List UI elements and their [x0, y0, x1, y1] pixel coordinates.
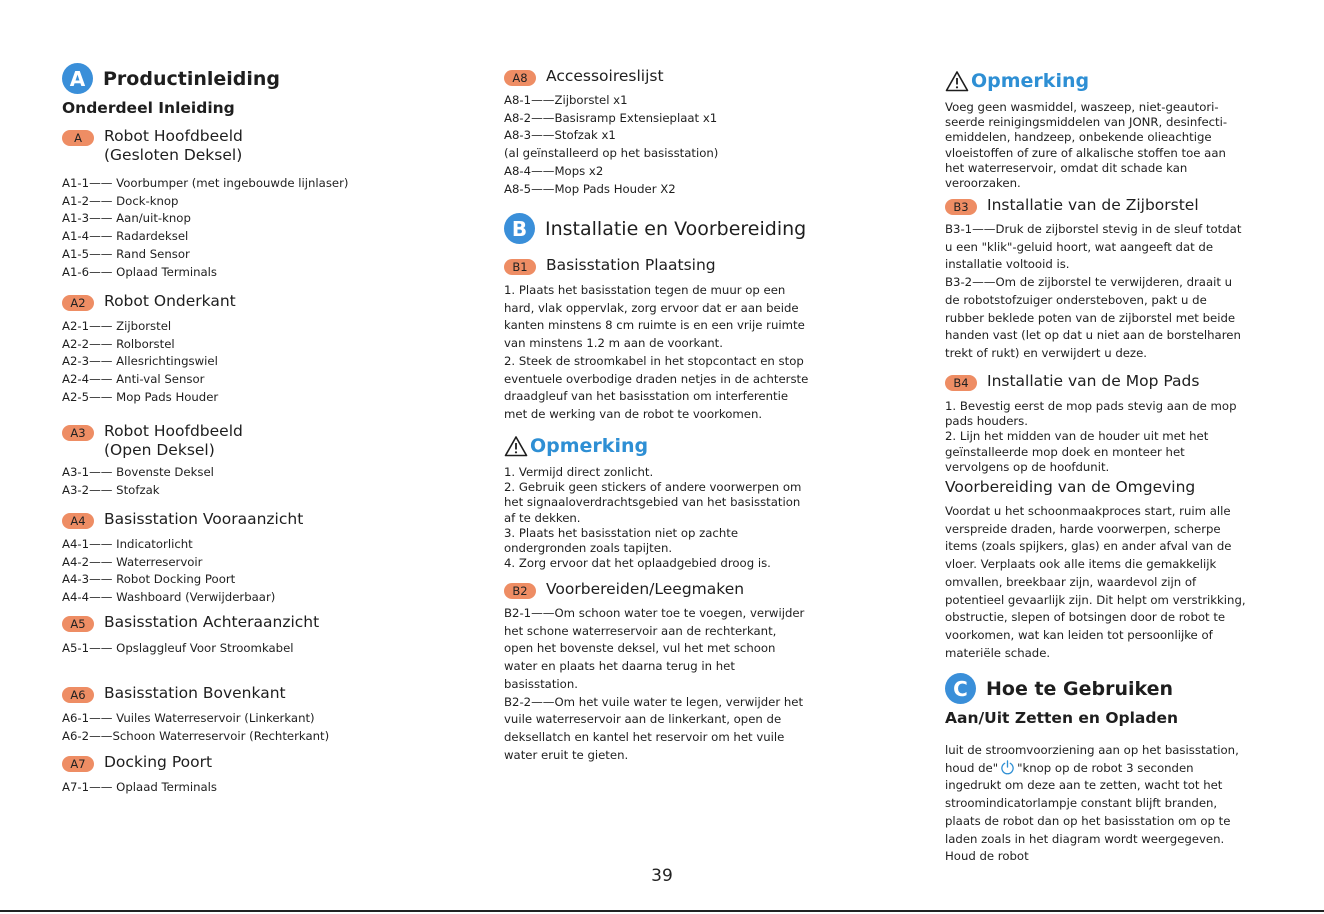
block-title: Accessoireslijst — [546, 67, 664, 85]
text-line: het waterreservoir, omdat dit schade kan — [945, 160, 1188, 175]
list-item: A2-5—— Mop Pads Houder — [62, 389, 219, 404]
text-line: voorkomen, wat kan leiden tot persoonlijke of — [945, 627, 1213, 642]
section-title: Hoe te Gebruiken — [986, 677, 1174, 700]
block-a4-header — [62, 510, 303, 529]
block-a6-header — [62, 684, 286, 703]
text-line: materiële schade. — [945, 645, 1051, 660]
section-letter-b: B — [504, 213, 535, 244]
text-line: 1. Vermijd direct zonlicht. — [504, 465, 654, 479]
warning-icon — [945, 70, 969, 92]
warning-icon — [504, 435, 528, 457]
section-title: Installatie en Voorbereiding — [545, 217, 807, 240]
block-title: Robot Onderkant — [104, 292, 236, 310]
list-item: A4-1—— Indicatorlicht — [62, 537, 193, 551]
text-line: B3-1——Druk de zijborstel stevig in de sleuf totdat — [945, 222, 1242, 236]
block-a-header — [62, 127, 243, 165]
text-line: seerde reinigingsmiddelen van JONR, desinfecti- — [945, 115, 1228, 130]
block-b4-header — [945, 372, 1199, 391]
section-letter-c: C — [945, 673, 976, 704]
block-title: Basisstation Achteraanzicht — [104, 613, 320, 631]
text-line: verspreide draden, harde voorwerpen, scherpe — [945, 521, 1221, 536]
badge: A3 — [62, 425, 94, 441]
list-item: A8-3——Stofzak x1 — [504, 128, 616, 143]
list-item: A4-3—— Robot Docking Poort — [62, 572, 236, 587]
badge: A4 — [62, 513, 94, 529]
list-item: A1-2—— Dock-knop — [62, 193, 179, 208]
section-c-header — [945, 673, 1173, 704]
text-line: 3. Plaats het basisstation niet op zachte — [504, 525, 739, 540]
list-item: A8-4——Mops x2 — [504, 163, 604, 178]
block-title: Installatie van de Zijborstel — [987, 196, 1199, 214]
b1-text — [504, 282, 808, 424]
b3-text — [945, 221, 1241, 363]
list-item: A6-1—— Vuiles Waterreservoir (Linkerkant) — [62, 711, 315, 725]
text-line: de robotstofzuiger ondersteboven, pakt u de — [945, 292, 1207, 307]
text-line: van minstens 1.2 m aan de voorkant. — [504, 336, 723, 351]
subheading: Aan/Uit Zetten en Opladen — [945, 709, 1178, 727]
text-line: deksellatch en kantel het reservoir om het vuile — [504, 729, 785, 744]
text-line: potentieel gevaarlijk zijn. Dit helpt om verstrikking, — [945, 592, 1246, 607]
power-icon — [1000, 760, 1015, 775]
environment-heading: Voorbereiding van de Omgeving — [945, 478, 1196, 496]
badge: A5 — [62, 616, 94, 632]
text-line: vloeistoffen of zure of alkalische stoffen toe aan — [945, 145, 1226, 160]
block-a8-header — [504, 67, 664, 86]
list-item: A2-1—— Zijborstel — [62, 319, 172, 333]
text-line: items (zoals spijkers, glas) en ander afval van de — [945, 539, 1232, 554]
list-item: A8-5——Mop Pads Houder X2 — [504, 181, 676, 196]
note-text — [945, 100, 1227, 191]
list-item: A1-4—— Radardeksel — [62, 229, 189, 244]
list-item: A1-3—— Aan/uit-knop — [62, 211, 191, 226]
text-line: rubber beklede poten van de zijborstel met beide — [945, 310, 1236, 325]
text-line: het signaaloverdrachtsgebied van het basisstation — [504, 495, 801, 510]
badge: A — [62, 130, 94, 146]
text-line: hard, vlak oppervlak, zorg ervoor dat er aan beide — [504, 300, 799, 315]
parts-list-a5 — [62, 640, 294, 658]
block-title: Installatie van de Mop Pads — [987, 372, 1200, 390]
text-line: vloer. Verplaats ook alle items die gemakkelijk — [945, 557, 1217, 572]
block-title: Docking Poort — [104, 753, 213, 771]
list-item: A2-3—— Allesrichtingswiel — [62, 354, 218, 369]
text-line: handen vast (let op dat u niet aan de borstelharen — [945, 328, 1241, 343]
parts-list-a7 — [62, 779, 217, 797]
block-title: Basisstation Plaatsing — [546, 256, 716, 274]
list-item: A3-1—— Bovenste Deksel — [62, 465, 214, 479]
b4-text — [945, 399, 1237, 475]
text-line: 2. Steek de stroomkabel in het stopcontact en stop — [504, 353, 804, 368]
text-line: Houd de robot — [945, 849, 1029, 864]
text-line: luit de stroomvoorziening aan op het basisstation, — [945, 743, 1239, 757]
note-header — [504, 435, 648, 457]
list-item: A4-4—— Washboard (Verwijderbaar) — [62, 590, 276, 605]
text-line: draadgleuf van het basisstation om interferentie — [504, 389, 789, 404]
accessories-list — [504, 92, 718, 198]
text-line: vervolgens op de hoofdunit. — [945, 459, 1110, 474]
text-line: 1. Bevestig eerst de mop pads stevig aan de mop — [945, 399, 1237, 413]
text-line: water en plaats het daarna terug in het — [504, 659, 735, 674]
badge: B2 — [504, 583, 536, 599]
text-line: basisstation. — [504, 676, 578, 691]
badge: B4 — [945, 375, 977, 391]
text-line: trekt of rukt) en verwijdert u deze. — [945, 345, 1147, 360]
text-line: obstructie, slepen of botsingen door de robot te — [945, 610, 1226, 625]
section-title: Productinleiding — [103, 67, 281, 90]
list-item: A2-4—— Anti-val Sensor — [62, 372, 205, 387]
block-title: Basisstation Vooraanzicht — [104, 510, 304, 528]
block-b2-header — [504, 580, 744, 599]
badge: B3 — [945, 199, 977, 215]
text-line: houd de" "knop op de robot 3 seconden — [945, 760, 1194, 775]
use-text — [945, 742, 1239, 866]
text-line: veroorzaken. — [945, 176, 1021, 191]
text-line: eventuele overbodige draden netjes in de achterste — [504, 371, 809, 386]
parts-list-a2 — [62, 318, 218, 407]
text-line: stroomindicatorlampje constant blijft branden, — [945, 796, 1218, 811]
block-a5-header — [62, 613, 319, 632]
block-title: Basisstation Bovenkant — [104, 684, 286, 702]
text-line: 2. Lijn het midden van de houder uit met het — [945, 429, 1209, 444]
environment-text — [945, 503, 1246, 662]
block-title: (Open Deksel) — [104, 441, 215, 459]
text-line: omvallen, breekbaar zijn, waardevol zijn of — [945, 574, 1197, 589]
badge: A2 — [62, 295, 94, 311]
parts-list-a3 — [62, 464, 214, 499]
block-a3-header — [62, 422, 243, 460]
text-line: vuile waterreservoir aan de linkerkant, open de — [504, 712, 782, 727]
badge: A7 — [62, 756, 94, 772]
text-line: ondergronden zoals tapijten. — [504, 541, 673, 556]
text-line: u een "klik"-geluid hoort, wat aangeeft dat de — [945, 239, 1214, 254]
text-line: ingedrukt om deze aan te zetten, wacht tot het — [945, 778, 1223, 793]
text-line: 2. Gebruik geen stickers of andere voorwerpen om — [504, 480, 802, 495]
text-line: af te dekken. — [504, 510, 581, 525]
text-line: B2-1——Om schoon water toe te voegen, verwijder — [504, 606, 805, 620]
note-header — [945, 70, 1089, 92]
list-item: A1-5—— Rand Sensor — [62, 246, 190, 261]
list-item: A3-2—— Stofzak — [62, 482, 160, 497]
badge: A8 — [504, 70, 536, 86]
text-line: water eruit te gieten. — [504, 747, 629, 762]
text-line: plaats de robot dan op het basisstation om op te — [945, 813, 1231, 828]
badge: B1 — [504, 259, 536, 275]
block-b3-header — [945, 196, 1199, 215]
text-line: B2-2——Om het vuile water te legen, verwijder het — [504, 694, 804, 709]
text-line: 1. Plaats het basisstation tegen de muur op een — [504, 283, 786, 297]
list-item: A8-2——Basisramp Extensieplaat x1 — [504, 110, 718, 125]
text-line: pads houders. — [945, 414, 1028, 429]
bottom-divider — [0, 910, 1324, 912]
list-item: A4-2—— Waterreservoir — [62, 554, 203, 569]
text-line: laden zoals in het diagram wordt weergegeven. — [945, 831, 1225, 846]
badge: A6 — [62, 687, 94, 703]
list-item: A1-1—— Voorbumper (met ingebouwde lijnlaser) — [62, 176, 349, 190]
text-line: installatie voltooid is. — [945, 257, 1070, 272]
block-a2-header — [62, 292, 236, 311]
note-title: Opmerking — [530, 435, 649, 457]
text-line: B3-2——Om de zijborstel te verwijderen, draait u — [945, 275, 1233, 290]
block-b1-header — [504, 256, 716, 275]
page-number: 39 — [651, 866, 673, 886]
note-text — [504, 465, 801, 571]
note-title: Opmerking — [971, 70, 1090, 92]
text-line: Voeg geen wasmiddel, waszeep, niet-geautori- — [945, 100, 1219, 114]
text-line: kanten minstens 8 cm ruimte is en een vrije ruimte — [504, 318, 805, 333]
section-a-header — [62, 63, 280, 94]
block-title: Robot Hoofdbeeld — [104, 422, 243, 440]
section-b-header — [504, 213, 806, 244]
text-line: emiddelen, handzeep, onbekende olieachtige — [945, 130, 1212, 145]
block-title: (Gesloten Deksel) — [104, 146, 243, 164]
list-item: A5-1—— Opslaggleuf Voor Stroomkabel — [62, 641, 294, 655]
text-line: open het bovenste deksel, vul het met schoon — [504, 641, 776, 656]
parts-list-a1 — [62, 175, 348, 281]
block-title: Robot Hoofdbeeld — [104, 127, 243, 145]
list-item: (al geïnstalleerd op het basisstation) — [504, 146, 719, 161]
list-item: A2-2—— Rolborstel — [62, 336, 175, 351]
subheading: Onderdeel Inleiding — [62, 99, 235, 117]
list-item: A7-1—— Oplaad Terminals — [62, 780, 217, 794]
parts-list-a6 — [62, 710, 329, 745]
list-item: A6-2——Schoon Waterreservoir (Rechterkant) — [62, 728, 330, 743]
block-title: Voorbereiden/Leegmaken — [546, 580, 745, 598]
block-a7-header — [62, 753, 212, 772]
text-line: Voordat u het schoonmaakproces start, ruim alle — [945, 504, 1231, 518]
text-line: het schone waterreservoir aan de rechterkant, — [504, 623, 777, 638]
list-item: A1-6—— Oplaad Terminals — [62, 264, 217, 279]
text-line: geïnstalleerde mop doek en monteer het — [945, 444, 1185, 459]
parts-list-a4 — [62, 536, 275, 607]
list-item: A8-1——Zijborstel x1 — [504, 93, 628, 107]
b2-text — [504, 605, 804, 764]
section-letter-a: A — [62, 63, 93, 94]
text-line: 4. Zorg ervoor dat het oplaadgebied droog is. — [504, 556, 771, 571]
text-line: met de werking van de robot te voorkomen. — [504, 406, 763, 421]
